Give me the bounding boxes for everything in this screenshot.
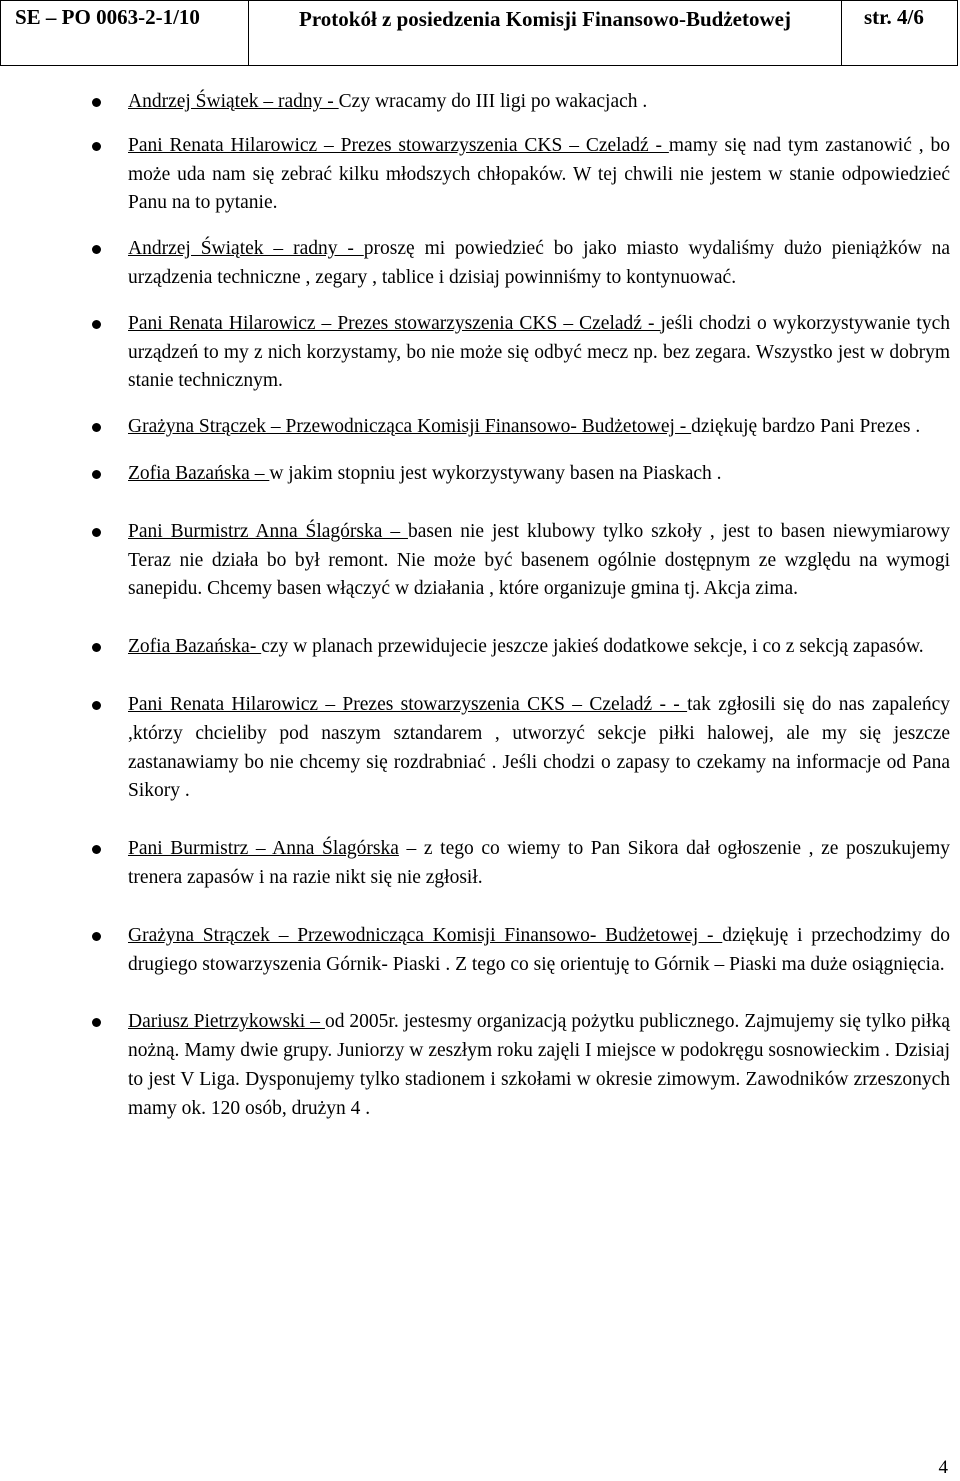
statement-text: mamy się nad tym zastanowić , bo może uda nam się zebrać kilku młodszych chłopaków. W tej chwili nie jestem w stanie odpowiedzieć Panu na to pytanie. [128,134,950,214]
speaker-name: Pani Burmistrz – Anna Ślagórska [128,838,399,860]
bullet-icon [92,320,101,329]
bullet-icon [92,643,101,652]
statement-text: tak zgłosili się do nas zapaleńcy ,którzy chcieliby pod naszym sztandarem , utworzyć sekcje piłki halowej, ale my się jeszcze zastanawiamy bo nie chcemy się rozdrabniać . Jeśli chodzi o zapasy to czekamy na informacje od Pana Sikory . [128,693,950,802]
minutes-item [128,88,950,117]
bullet-icon [92,528,101,537]
minutes-item [128,633,950,662]
statement-text: basen nie jest klubowy tylko szkoły , jest to basen niewymiarowy Teraz nie działa bo był remont. Nie może być basenem ogólnie dostępnym ze względu na wymogi sanepidu. Chcemy basen włączyć w działania , które organizuje gmina tj. Akcja zima. [128,520,950,600]
speaker-name: Pani Burmistrz Anna Ślagórska – [128,520,408,542]
statement-text: dziękuję i przechodzimy do drugiego stowarzyszenia Górnik- Piaski . Z tego co się orientuję to Górnik – Piaski ma duże osiągnięcia. [128,924,950,975]
minutes-list [0,88,960,1124]
speaker-name: Dariusz Pietrzykowski – [128,1011,325,1033]
statement-text: dziękuję bardzo Pani Prezes . [691,416,921,438]
speaker-name: Pani Renata Hilarowicz – Prezes stowarzyszenia CKS – Czeladź - [128,312,661,334]
minutes-item [128,518,950,604]
minutes-item [128,922,950,980]
speaker-name: Pani Renata Hilarowicz – Prezes stowarzyszenia CKS – Czeladź - - [128,693,688,715]
speaker-name: Pani Renata Hilarowicz – Prezes stowarzyszenia CKS – Czeladź - [128,134,669,156]
bullet-icon [92,423,101,432]
bullet-icon [92,1018,101,1027]
bullet-icon [92,142,101,151]
statement-text: jeśli chodzi o wykorzystywanie tych urządzeń to my z nich korzystamy, bo nie może się odbyć mecz np. bez zegara. Wszystko jest w dobrym stanie technicznym. [128,312,950,392]
minutes-item [128,691,950,806]
bullet-icon [92,845,101,854]
bullet-icon [92,701,101,710]
bullet-icon [92,932,101,941]
minutes-item [128,132,950,218]
statement-text: Czy wracamy do III ligi po wakacjach . [338,91,648,112]
statement-text: – z tego co wiemy to Pan Sikora dał ogłoszenie , ze poszukujemy trenera zapasów i na razie nikt się nie zgłosił. [128,838,950,888]
bullet-icon [92,98,101,107]
speaker-name: Zofia Bazańska- [128,636,262,658]
statement-text: od 2005r. jestesmy organizacją pożytku publicznego. Zajmujemy się tylko piłką nożną. Mamy dwie grupy. Juniorzy w zeszłym roku zajęli I miejsce w podokręgu sosnowieckim . Dzisiaj to jest V Liga. Dysponujemy tylko stadionem i szkołami w okresie zimowym. Zawodników zrzeszonych mamy ok. 120 osób, drużyn 4 . [128,1011,950,1119]
minutes-item [128,1008,950,1123]
page-indicator: str. 4/6 [864,5,924,29]
speaker-name: Grażyna Strączek – Przewodnicząca Komisji Finansowo- Budżetowej - [128,924,723,946]
statement-text: proszę mi powiedzieć bo jako miasto wydaliśmy dużo pieniążków na urządzenia techniczne , zegary , tablice i dzisiaj powinniśmy to kontynuować. [128,238,950,288]
minutes-item [128,310,950,396]
document-title: Protokół z posiedzenia Komisji Finansowo-Budżetowej [249,1,842,65]
bullet-icon [92,470,101,479]
minutes-item [128,413,950,442]
speaker-name: Andrzej Świątek – radny - [128,238,364,260]
minutes-item [128,460,950,489]
speaker-name: Zofia Bazańska – [128,462,270,484]
speaker-name: Grażyna Strączek – Przewodnicząca Komisji Finansowo- Budżetowej - [128,416,692,438]
document-header [0,0,958,66]
bullet-icon [92,245,101,254]
statement-text: w jakim stopniu jest wykorzystywany basen na Piaskach . [269,462,722,484]
statement-text: czy w planach przewidujecie jeszcze jakieś dodatkowe sekcje, i co z sekcją zapasów. [261,636,924,658]
speaker-name: Andrzej Świątek – radny - [128,91,339,112]
page-number: 4 [938,1457,948,1478]
minutes-item [128,835,950,893]
document-code: SE – PO 0063-2-1/10 [1,1,249,65]
minutes-item [128,235,950,293]
